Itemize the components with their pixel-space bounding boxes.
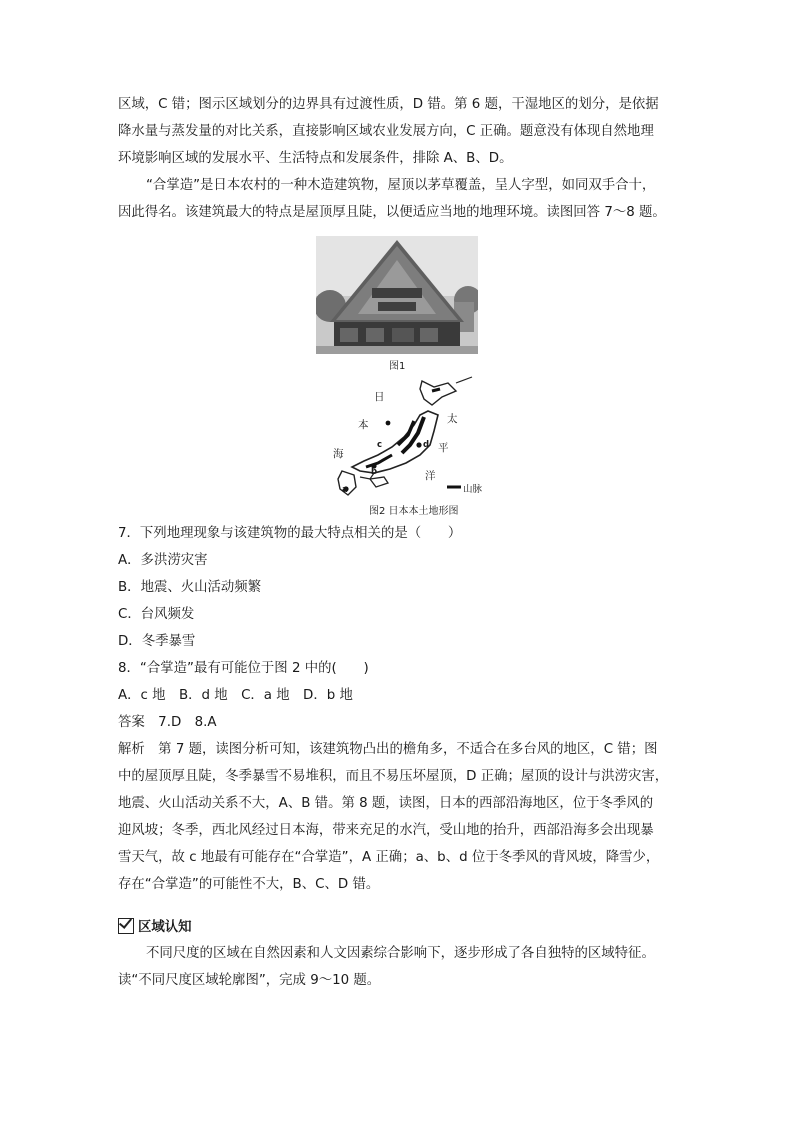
- map-label-sea-1: 日: [374, 391, 385, 403]
- figure1-house-photo: [316, 236, 478, 354]
- checkmark-icon: [118, 918, 134, 934]
- q8-stem: 8．“合掌造”最有可能位于图 2 中的( ): [118, 661, 369, 676]
- map-label-ocean-1: 太: [447, 413, 458, 425]
- figure2-japan-map: [330, 375, 483, 499]
- passage-line-1: “合掌造”是日本农村的一种木造建筑物，屋顶以茅草覆盖，呈人字型，如同双手合十，: [146, 178, 656, 193]
- analysis-line-4: 迎风坡；冬季，西北风经过日本海，带来充足的水汽，受山地的抬升，西部沿海多会出现暴: [118, 823, 654, 838]
- closing-line-2: 读“不同尺度区域轮廓图”，完成 9～10 题。: [118, 973, 381, 988]
- analysis-line-2: 中的屋顶厚且陡，冬季暴雪不易堆积，而且不易压坏屋顶，D 正确；屋顶的设计与洪涝灾害，: [118, 769, 669, 784]
- analysis-line-6: 存在“合掌造”的可能性不大，B、C、D 错。: [118, 877, 380, 892]
- map-label-sea-2: 本: [358, 419, 369, 431]
- section-heading: [118, 916, 192, 935]
- q7-stem: 7．下列地理现象与该建筑物的最大特点相关的是（ ）: [118, 526, 462, 541]
- passage-line-2: 因此得名。该建筑最大的特点是屋顶厚且陡，以便适应当地的地理环境。读图回答 7～8 题。: [118, 205, 666, 220]
- map-point-a: a: [342, 485, 348, 495]
- q7-option-c: C．台风频发: [118, 607, 195, 622]
- map-label-ocean-2: 平: [438, 442, 449, 454]
- map-point-c: c: [377, 440, 383, 450]
- intro-line-1: 区域，C 错；图示区域划分的边界具有过渡性质，D 错。第 6 题，干湿地区的划分，是依据: [118, 97, 659, 112]
- map-point-d: d: [423, 440, 430, 450]
- map-label-ocean-3: 洋: [425, 470, 436, 482]
- map-point-b: b: [371, 467, 378, 477]
- q8-options: A．c 地 B．d 地 C．a 地 D．b 地: [118, 688, 353, 703]
- map-label-sea-3: 海: [333, 448, 344, 460]
- intro-line-2: 降水量与蒸发量的对比关系，直接影响区域农业发展方向，C 正确。题意没有体现自然地理: [118, 124, 654, 139]
- q7-option-b: B．地震、火山活动频繁: [118, 580, 262, 595]
- section-title: 区域认知: [138, 920, 192, 935]
- q7-option-a: A．多洪涝灾害: [118, 553, 208, 568]
- map-legend-mountain: 山脉: [463, 484, 483, 495]
- intro-line-3: 环境影响区域的发展水平、生活特点和发展条件，排除 A、B、D。: [118, 151, 513, 166]
- analysis-line-1: 解析 第 7 题，读图分析可知，该建筑物凸出的檐角多，不适合在多台风的地区，C 错；图: [118, 742, 658, 757]
- analysis-line-5: 雪天气，故 c 地最有可能存在“合掌造”，A 正确；a、b、d 位于冬季风的背风坡，降雪少，: [118, 850, 660, 865]
- figure1-caption: 图1: [389, 361, 406, 372]
- closing-line-1: 不同尺度的区域在自然因素和人文因素综合影响下，逐步形成了各自独特的区域特征。: [146, 946, 655, 961]
- answer: 答案 7.D 8.A: [118, 715, 217, 730]
- figure2-caption: 图2 日本本土地形图: [369, 506, 459, 517]
- q7-option-d: D．冬季暴雪: [118, 634, 196, 649]
- analysis-line-3: 地震、火山活动关系不大，A、B 错。第 8 题，读图，日本的西部沿海地区，位于冬季风的: [118, 796, 654, 811]
